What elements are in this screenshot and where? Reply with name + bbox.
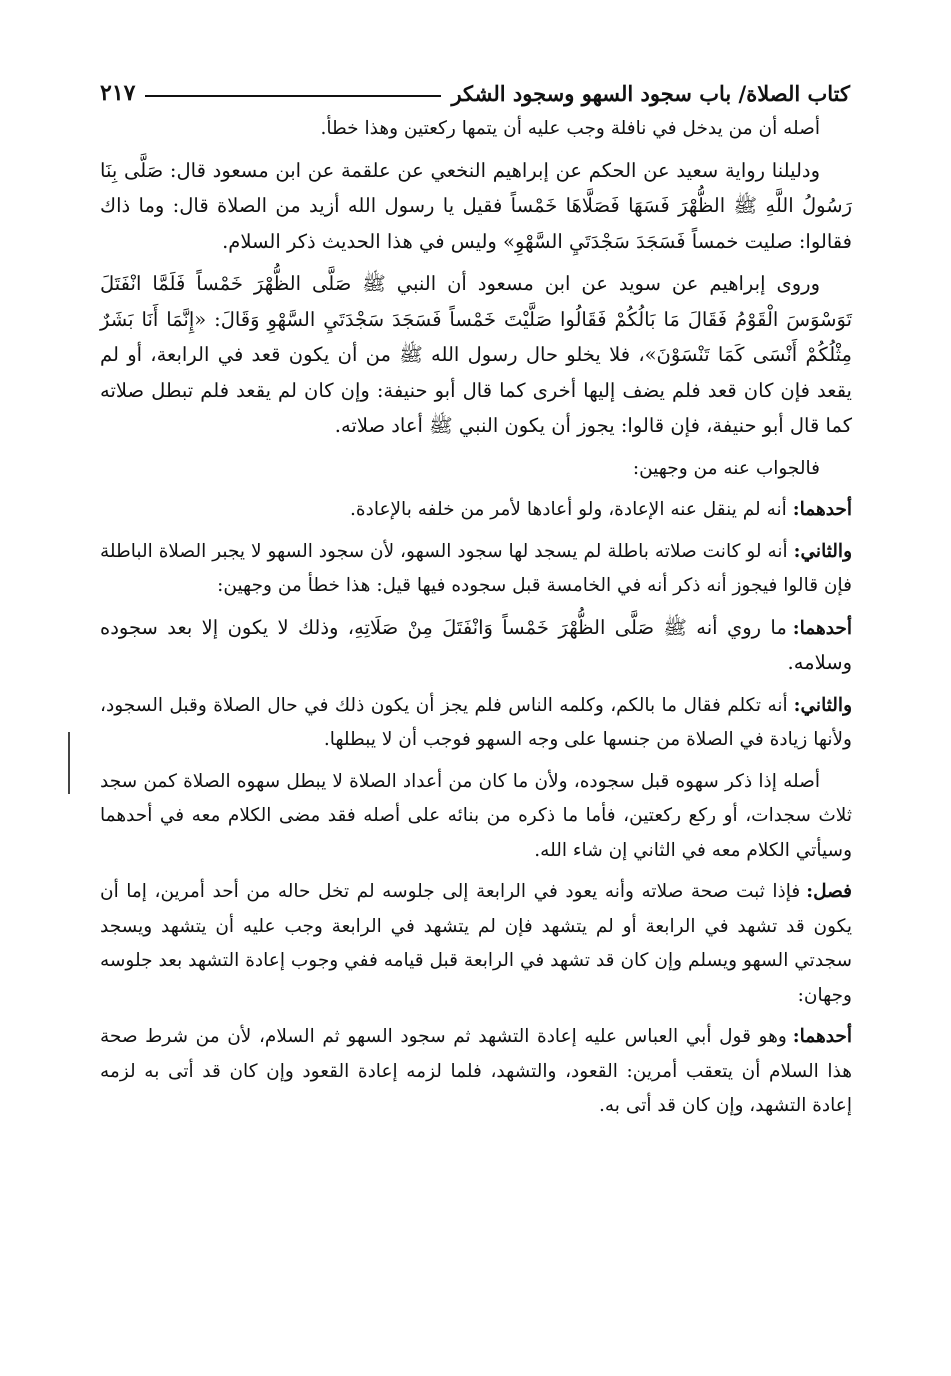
paragraph-text: أنه لو كانت صلاته باطلة لم يسجد لها سجود السهو، لأن سجود السهو لا يجبر الصلاة الباطلة فإن قالوا فيجوز أنه ذكر أنه في الخامسة قبل سجوده فيها قيل: هذا خطأ من وجهين: — [100, 540, 852, 596]
page-header — [100, 72, 850, 106]
paragraph-label: أحدهما: — [792, 617, 852, 639]
paragraph — [100, 875, 852, 1013]
paragraph-text: فإذا ثبت صحة صلاته وأنه يعود في الرابعة إلى جلوسه لم تخل حاله من أحد أمرين، إما أن يكون قد تشهد في الرابعة أو لم يتشهد فإن لم يتشهد في الرابعة وجب عليه أن يتشهد ويسجد سجدتي السهو ويسلم وإن كان قد تشهد في الرابعة قبل قيامه ففي وجوب إعادة التشهد بعد جلوسه وجهان: — [100, 881, 852, 1006]
paragraph — [100, 689, 852, 758]
header-rule — [145, 95, 441, 97]
paragraph — [100, 611, 852, 682]
paragraph — [100, 112, 852, 147]
paragraph — [100, 267, 852, 445]
paragraph-label: والثاني: — [793, 540, 852, 562]
paragraph — [100, 452, 852, 487]
paragraph-text: فالجواب عنه من وجهين: — [632, 457, 820, 479]
body-text — [100, 112, 852, 1131]
paragraph-label: فصل: — [806, 881, 852, 902]
page-number: ٢١٧ — [100, 80, 136, 106]
paragraph-text: أنه لم ينقل عنه الإعادة، ولو أعادها لأمر من خلفه بالإعادة. — [350, 499, 787, 520]
paragraph — [100, 765, 852, 869]
paragraph-text: ودليلنا رواية سعيد عن الحكم عن إبراهيم النخعي عن علقمة عن ابن مسعود قال: صَلَّى بِنَا رَسُولُ اللَّهِ ﷺ الظُّهْرَ فَسَهَا فَصَلَّاهَا خَمْساً فقيل يا رسول الله أزيد من الصلاة قال: وما ذاك فقالوا: صليت خمساً فَسَجَدَ سَجْدَتَيِ السَّهْوِ» وليس في هذا الحديث ذكر السلام. — [100, 158, 852, 253]
paragraph-label: أحدهما: — [792, 1026, 852, 1047]
paragraph-text: أصله إذا ذكر سهوه قبل سجوده، ولأن ما كان من أعداد الصلاة لا يبطل سهوه الصلاة كمن سجد ثلاث سجدات، أو ركع ركعتين، فأما ما ذكره من بنائه على أصله فقد مضى الكلام معه في أحدهما وسيأتي الكلام معه في الثاني إن شاء الله. — [100, 770, 852, 861]
paragraph — [100, 154, 852, 261]
paragraph-text: أنه تكلم فقال ما بالكم، وكلمه الناس فلم يجز أن يكون ذلك في حال الصلاة وقبل السجود، ولأنها زيادة في الصلاة من جنسها على وجه السهو فوجب أن لا يبطلها. — [100, 694, 852, 750]
paragraph-text: وروى إبراهيم عن سويد عن ابن مسعود أن النبي ﷺ صَلَّى الظُّهْرَ خَمْساً فَلَمَّا انْفَتَلَ تَوَسْوَسَ الْقَوْمُ فَقَالَ مَا بَالُكُمْ فَقَالُوا صَلَّيْتَ خَمْساً فَسَجَدَ سَجْدَتَيِ السَّهْوِ وَقَالَ: «إِنَّمَا أَنَا بَشَرٌ مِثْلُكُمْ أَنْسَى كَمَا تَنْسَوْنَ»، فلا يخلو حال رسول الله ﷺ من أن يكون قعد في الرابعة، أو لم يقعد فإن كان قعد فلم يضف إليها أخرى كما قال أبو حنيفة: وإن كان لم يقعد فلم تبطل صلاته كما قال أبو حنيفة، فإن قالوا: يجوز أن يكون النبي ﷺ أعاد صلاته. — [100, 272, 852, 437]
paragraph-label: والثاني: — [793, 694, 852, 716]
paragraph-label: أحدهما: — [792, 499, 852, 520]
running-title: كتاب الصلاة/ باب سجود السهو وسجود الشكر — [451, 81, 850, 106]
paragraph — [100, 535, 852, 604]
paragraph-text: ما روي أنه ﷺ صَلَّى الظُّهْرَ خَمْساً وَانْفَتَلَ مِنْ صَلَاتِهِ، وذلك لا يكون إلا بعد سجوده وسلامه. — [100, 615, 852, 674]
paragraph — [100, 1020, 852, 1124]
margin-mark — [68, 732, 70, 794]
paragraph — [100, 493, 852, 528]
paragraph-text: أصله أن من يدخل في نافلة وجب عليه أن يتمها ركعتين وهذا خطأ. — [320, 118, 820, 139]
paragraph-text: وهو قول أبي العباس عليه إعادة التشهد ثم سجود السهو ثم السلام، لأن من شرط صحة هذا السلام أن يتعقب أمرين: القعود، والتشهد، فلما لزمه إعادة القعود وإن كان قد أتى به لزمه إعادة التشهد، وإن كان قد أتى به. — [100, 1026, 852, 1116]
